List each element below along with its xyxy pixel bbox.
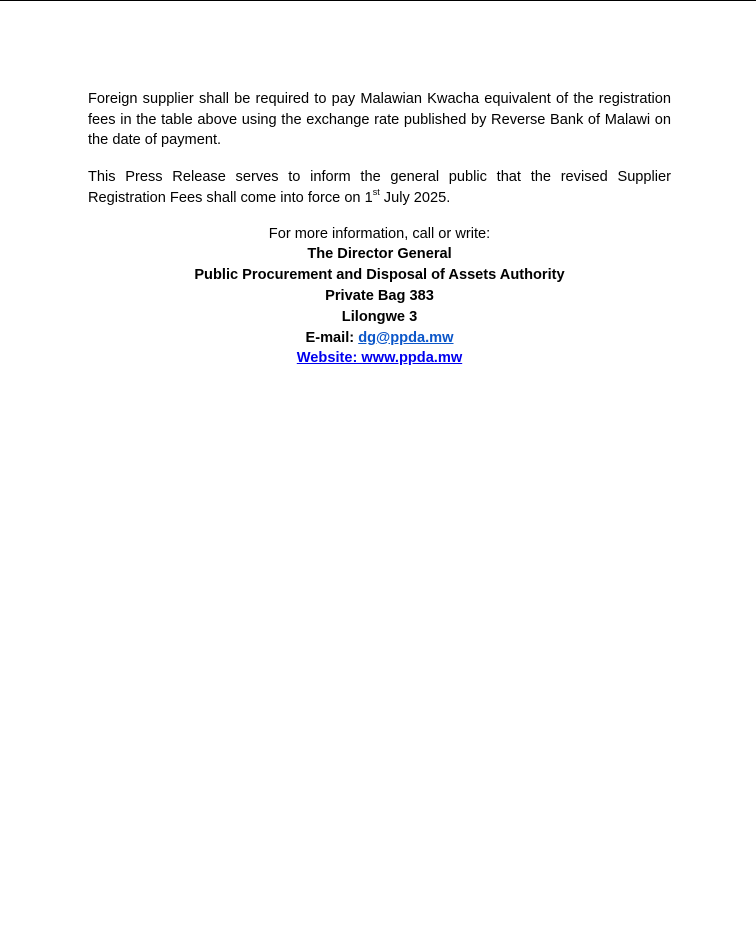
- press-release-date-text: July 2025.: [379, 189, 451, 206]
- paragraph-press-release: [88, 167, 671, 208]
- contact-title: The Director General: [307, 246, 452, 263]
- contact-email-line: [88, 328, 671, 349]
- contact-intro: For more information, call or write:: [268, 225, 491, 242]
- ordinal-suffix: st: [372, 186, 380, 197]
- email-label: E-mail:: [305, 329, 355, 346]
- email-link[interactable]: dg@ppda.mw: [358, 329, 454, 346]
- contact-website-line: [88, 348, 671, 369]
- paragraph-foreign-supplier: Foreign supplier shall be required to pay Malawian Kwacha equivalent of the registration fees in the table above using the exchange rate published by Reverse Bank of Malawi on the date of payment.: [88, 91, 671, 149]
- page-top-border: [0, 0, 756, 1]
- press-release-text: This Press Release serves to inform the general public that the revised Supplier Registration Fees shall come into force on 1: [88, 169, 671, 206]
- contact-city: Lilongwe 3: [341, 308, 418, 325]
- contact-address: Private Bag 383: [325, 287, 434, 304]
- contact-block: [88, 224, 671, 370]
- document-body: [88, 89, 671, 369]
- contact-organization: Public Procurement and Disposal of Assets Authority: [194, 267, 565, 284]
- website-link[interactable]: Website: www.ppda.mw: [296, 350, 463, 367]
